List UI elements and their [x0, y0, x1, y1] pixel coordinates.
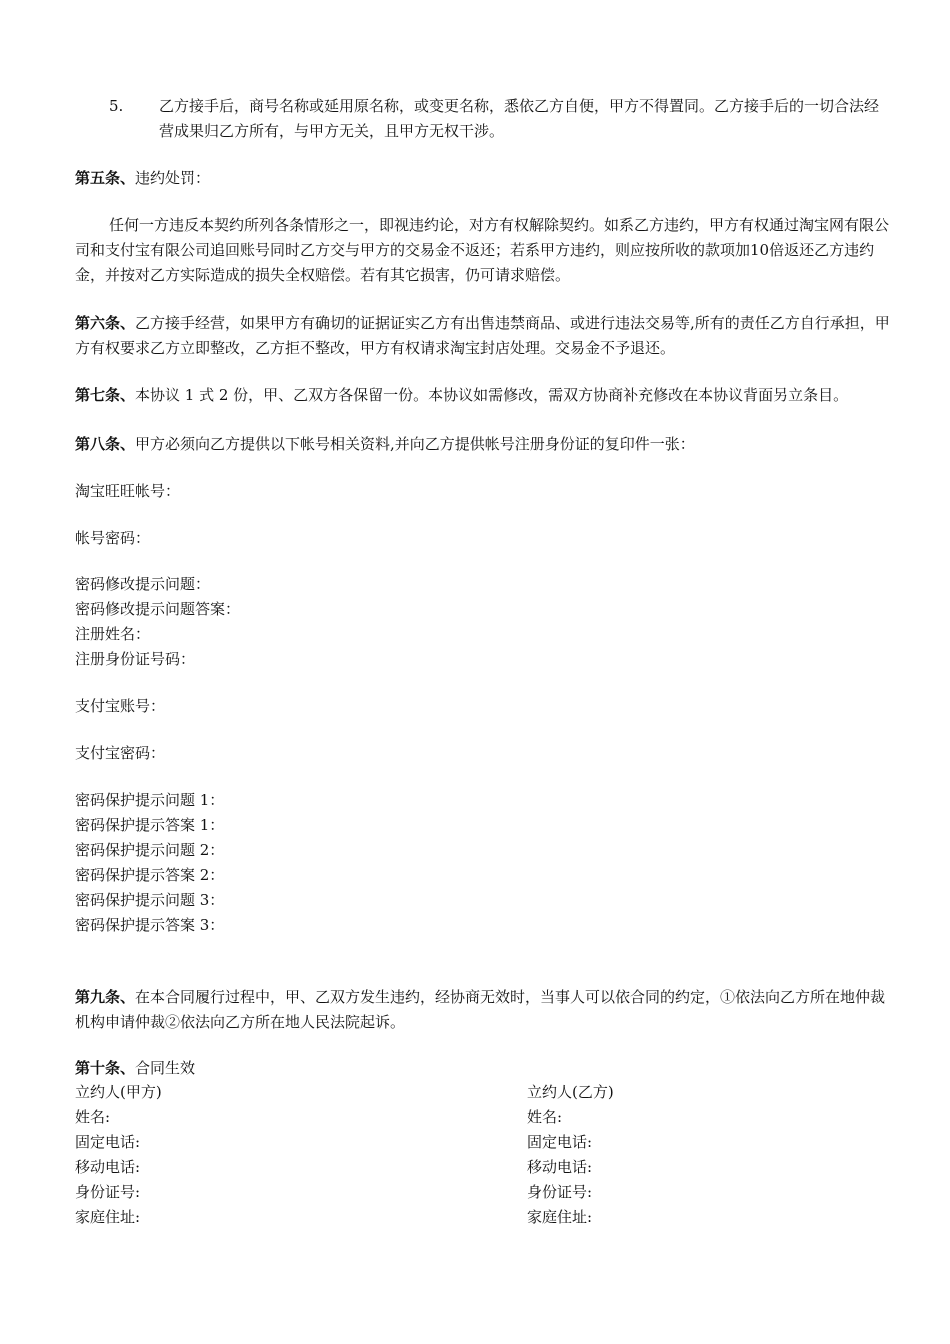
article-8 [75, 432, 890, 457]
field-account-password: 帐号密码： [75, 529, 151, 547]
article-8-title: 第八条、 [75, 435, 136, 453]
article-8-body: 甲方必须向乙方提供以下帐号相关资料,并向乙方提供帐号注册身份证的复印件一张： [135, 435, 695, 453]
article-7 [75, 383, 890, 408]
article-9-title: 第九条、 [75, 988, 136, 1006]
article-10-subtitle: 合同生效 [135, 1059, 196, 1077]
field-protect-a3: 密码保护提示答案 3： [75, 916, 225, 934]
field-protect-q1: 密码保护提示问题 1： [75, 791, 225, 809]
field-protect-a2: 密码保护提示答案 2： [75, 866, 225, 884]
party-b-address: 家庭住址: [527, 1208, 593, 1226]
article-5-subtitle: 违约处罚： [135, 169, 211, 187]
article-5-title: 第五条、 [75, 169, 136, 187]
party-b-mobile: 移动电话: [527, 1158, 593, 1176]
article-6-title: 第六条、 [75, 314, 136, 332]
party-b-id: 身份证号: [527, 1183, 593, 1201]
party-a-name: 姓名: [75, 1108, 111, 1126]
article-6 [75, 311, 890, 361]
party-a-heading: 立约人(甲方) [75, 1083, 162, 1101]
party-b-name: 姓名: [527, 1108, 563, 1126]
field-reg-id: 注册身份证号码： [75, 650, 196, 668]
party-b-phone: 固定电话: [527, 1133, 593, 1151]
article-5-heading [75, 166, 890, 191]
field-protect-a1: 密码保护提示答案 1： [75, 816, 225, 834]
article-6-body: 乙方接手经营，如果甲方有确切的证据证实乙方有出售违禁商品、或进行违法交易等,所有的责任乙方自行承担，甲方有权要求乙方立即整改，乙方拒不整改，甲方有权请求淘宝封店处理。交易金不予退还。 [75, 314, 890, 357]
party-a-phone: 固定电话: [75, 1133, 141, 1151]
item-text: 乙方接手后，商号名称或延用原名称，或变更名称，悉依乙方自便，甲方不得置同。乙方接手后的一切合法经营成果归乙方所有，与甲方无关，且甲方无权干涉。 [159, 97, 880, 140]
field-pw-answer: 密码修改提示问题答案： [75, 600, 241, 618]
party-a-mobile: 移动电话: [75, 1158, 141, 1176]
article-9 [75, 985, 890, 1035]
article-10-heading [75, 1056, 890, 1081]
article-5-body: 任何一方违反本契约所列各条情形之一，即视违约论，对方有权解除契约。如系乙方违约，甲方有权通过淘宝网有限公司和支付宝有限公司追回账号同时乙方交与甲方的交易金不返还；若系甲方违约，则应按所收的款项加10倍返还乙方违约金，并按对乙方实际造成的损失全权赔偿。若有其它损害，仍可请求赔偿。 [75, 216, 890, 284]
party-b-heading: 立约人(乙方) [527, 1083, 614, 1101]
party-a-id: 身份证号: [75, 1183, 141, 1201]
field-protect-q3: 密码保护提示问题 3： [75, 891, 225, 909]
party-b-block [527, 1080, 887, 1230]
field-protect-q2: 密码保护提示问题 2： [75, 841, 225, 859]
article-10-title: 第十条、 [75, 1059, 136, 1077]
field-pw-question: 密码修改提示问题： [75, 575, 211, 593]
party-a-address: 家庭住址: [75, 1208, 141, 1226]
party-a-block [75, 1080, 435, 1230]
field-alipay-account: 支付宝账号： [75, 697, 166, 715]
article-7-body: 本协议 1 式 2 份，甲、乙双方各保留一份。本协议如需修改，需双方协商补充修改在本协议背面另立条目。 [135, 386, 849, 404]
field-taobao-account: 淘宝旺旺帐号： [75, 482, 181, 500]
field-alipay-password: 支付宝密码： [75, 744, 166, 762]
field-reg-name: 注册姓名： [75, 625, 151, 643]
article-7-title: 第七条、 [75, 386, 136, 404]
item-number: 5. [109, 97, 124, 115]
clause-item-5 [75, 94, 890, 144]
article-9-body: 在本合同履行过程中，甲、乙双方发生违约，经协商无效时，当事人可以依合同的约定，①依法向乙方所在地仲裁机构申请仲裁②依法向乙方所在地人民法院起诉。 [75, 988, 886, 1031]
